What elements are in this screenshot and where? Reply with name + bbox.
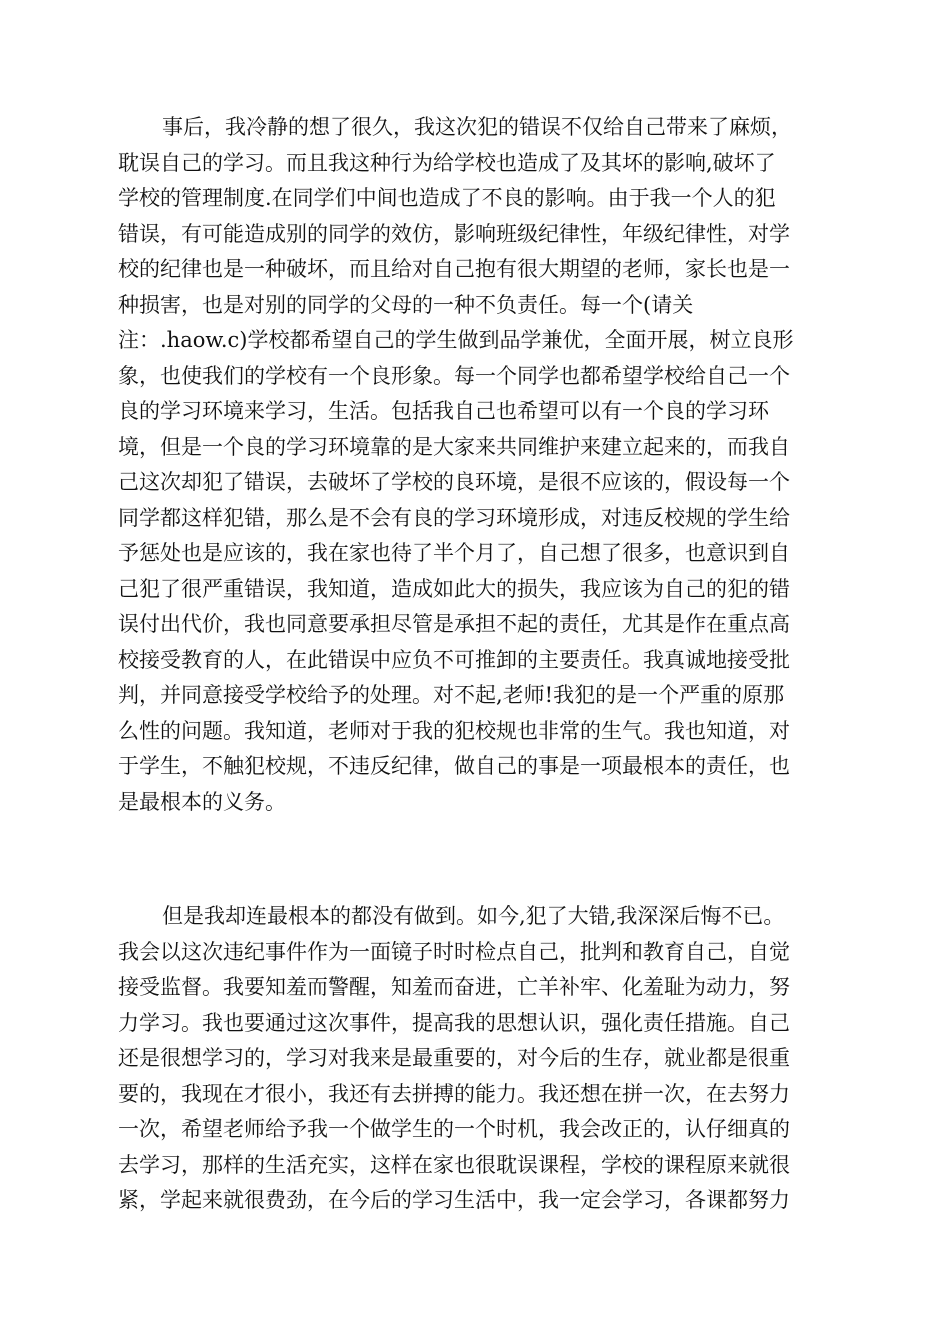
text-line: 接受监督。我要知羞而警醒，知羞而奋进，亡羊补牢、化羞耻为动力，努 xyxy=(118,975,790,999)
text-line: 良的学习环境来学习，生活。包括我自己也希望可以有一个良的学习环 xyxy=(118,399,769,423)
text-line: 误付出代价，我也同意要承担尽管是承担不起的责任，尤其是作在重点高 xyxy=(118,612,790,636)
text-line: 于学生，不触犯校规，不违反纪律，做自己的事是一项最根本的责任，也 xyxy=(118,754,790,778)
text-line: 是最根本的义务。 xyxy=(118,789,286,814)
paragraph-2 xyxy=(118,899,838,1219)
text-line: 象，也使我们的学校有一个良形象。每一个同学也都希望学校给自己一个 xyxy=(118,363,790,388)
text-line: 同学都这样犯错，那么是不会有良的学习环境形成，对违反校规的学生给 xyxy=(118,505,790,530)
text-line: 予惩处也是应该的，我在家也待了半个月了，自己想了很多，也意识到自 xyxy=(118,541,790,565)
text-line: 要的，我现在才很小，我还有去拼搏的能力。我还想在拼一次，在去努力 xyxy=(118,1081,790,1106)
text-line: 种损害，也是对别的同学的父母的一种不负责任。每一个(请关 xyxy=(118,292,694,317)
text-line: 境，但是一个良的学习环境靠的是大家来共同维护来建立起来的，而我自 xyxy=(118,434,790,459)
text-line: 己这次却犯了错误，去破坏了学校的良环境，是很不应该的，假设每一个 xyxy=(118,470,790,494)
text-line: 我会以这次违纪事件作为一面镜子时时检点自己，批判和教育自己，自觉 xyxy=(118,939,790,964)
text-line: 事后，我冷静的想了很久，我这次犯的错误不仅给自己带来了麻烦， xyxy=(162,115,792,139)
text-line: 还是很想学习的，学习对我来是最重要的，对今后的生存，就业都是很重 xyxy=(118,1046,790,1070)
text-line: 力学习。我也要通过这次事件，提高我的思想认识，强化责任措施。自己 xyxy=(118,1010,790,1035)
text-line: 学校的管理制度.在同学们中间也造成了不良的影响。由于我一个人的犯 xyxy=(118,186,776,210)
text-line: 么性的问题。我知道，老师对于我的犯校规也非常的生气。我也知道，对 xyxy=(118,718,790,743)
text-line: 一次，希望老师给予我一个做学生的一个时机，我会改正的，认仔细真的 xyxy=(118,1117,790,1141)
text-line: 紧，学起来就很费劲，在今后的学习生活中，我一定会学习，各课都努力 xyxy=(118,1188,790,1212)
text-line: 注：.haow.c)学校都希望自己的学生做到品学兼优，全面开展，树立良形 xyxy=(118,328,794,352)
text-line: 错误，有可能造成别的同学的效仿，影响班级纪律性，年级纪律性，对学 xyxy=(118,221,790,246)
text-line: 判，并同意接受学校给予的处理。对不起,老师!我犯的是一个严重的原那 xyxy=(118,683,785,707)
text-line: 耽误自己的学习。而且我这种行为给学校也造成了及其坏的影响,破坏了 xyxy=(118,150,776,175)
text-line: 校接受教育的人，在此错误中应负不可推卸的主要责任。我真诚地接受批 xyxy=(118,647,790,672)
text-line: 去学习，那样的生活充实，这样在家也很耽误课程，学校的课程原来就很 xyxy=(118,1152,790,1177)
text-line: 但是我却连最根本的都没有做到。如今,犯了大错,我深深后悔不已。 xyxy=(162,904,785,928)
paragraph-1 xyxy=(118,110,838,820)
text-line: 校的纪律也是一种破坏，而且给对自己抱有很大期望的老师，家长也是一 xyxy=(118,257,790,281)
text-line: 己犯了很严重错误，我知道，造成如此大的损失，我应该为自己的犯的错 xyxy=(118,576,790,601)
